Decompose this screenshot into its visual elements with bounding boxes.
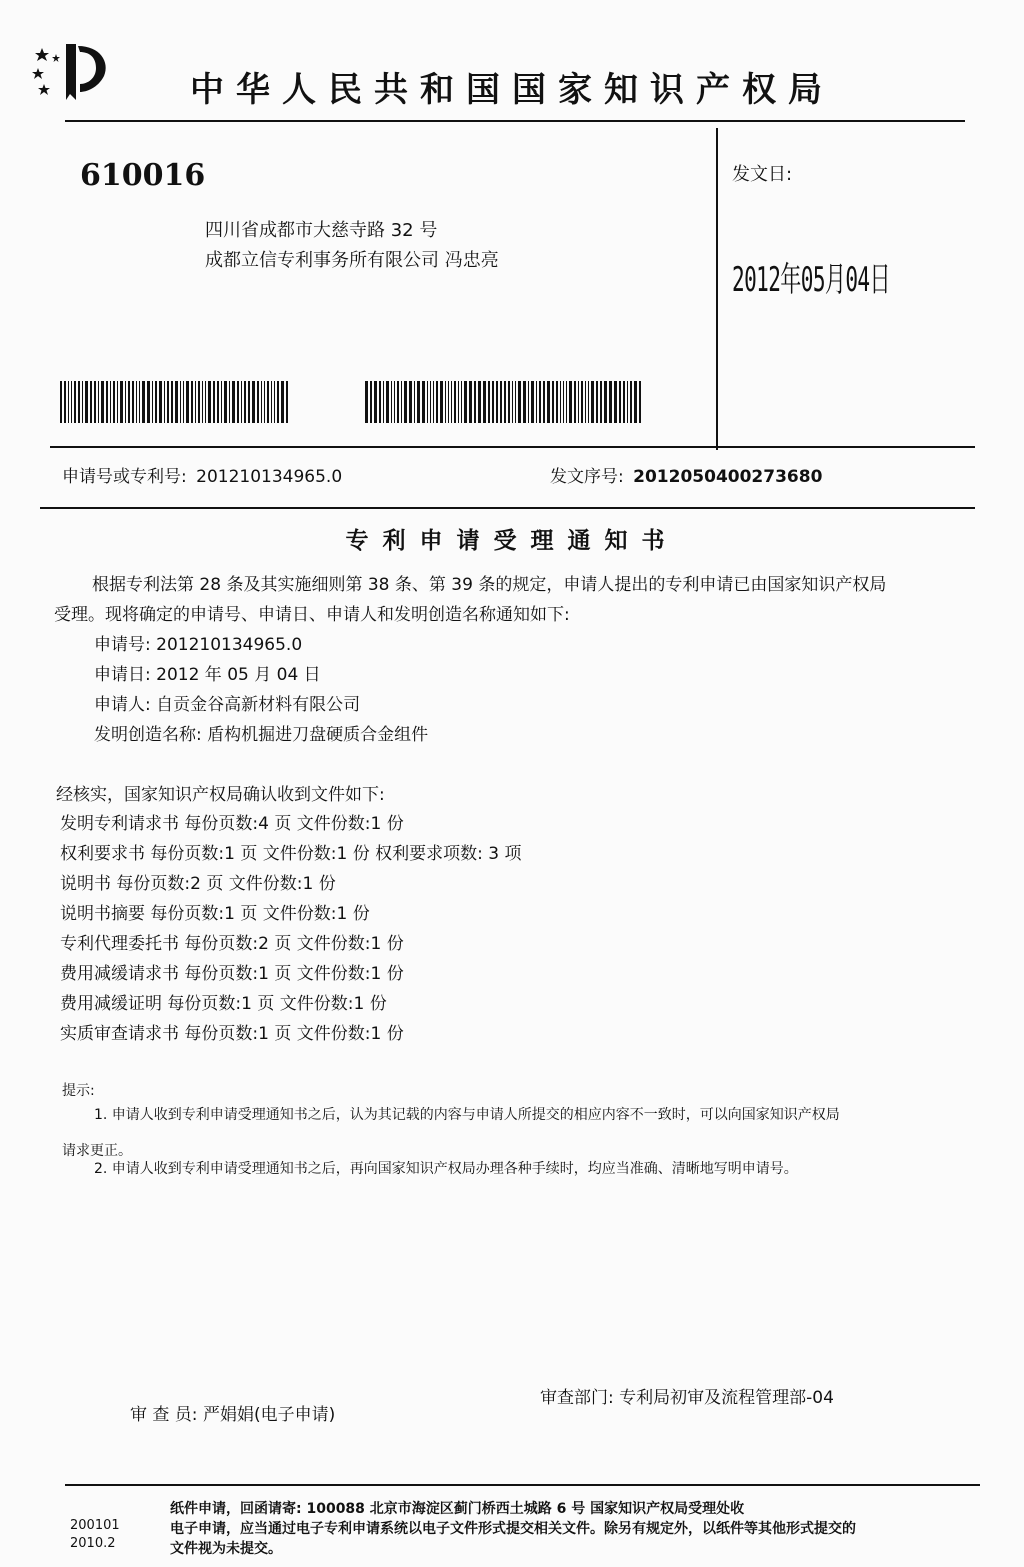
barcode-bar [78,381,80,423]
barcode-bar [409,381,412,423]
barcode-bar [274,381,275,423]
application-number-row [62,462,342,487]
barcode-bar [264,381,265,423]
barcode-bar [159,381,162,423]
date-column-divider [716,128,718,450]
barcode-bar [427,381,428,423]
barcode-bar [454,381,456,423]
barcode-bar [175,381,178,423]
barcode-bar [591,381,594,423]
intro-line-2: 受理。现将确定的申请号、申请日、申请人和发明创造名称通知如下: [54,605,570,625]
barcode-bar [623,381,625,423]
barcode-bar [433,381,434,423]
barcode-bar [198,381,200,423]
barcode-bar [365,381,368,423]
received-file-item: 费用减缓请求书 每份页数:1 页 文件份数:1 份 [60,964,404,984]
barcode-bar [221,381,222,423]
barcode-bar [205,381,206,423]
barcode-bar [448,381,449,423]
received-file-item: 专利代理委托书 每份页数:2 页 文件份数:1 份 [60,934,404,954]
barcode-bar [394,381,395,423]
barcode-bar [113,381,115,423]
barcode-bar [547,381,550,423]
barcode-bar [90,381,92,423]
barcode-bar [237,381,239,423]
recipient-address: 四川省成都市大慈寺路 32 号 [205,220,438,241]
barcode-bar [213,381,215,423]
barcode-bar [483,381,486,423]
footer-line-1: 纸件申请，回函请寄: 100088 北京市海淀区蓟门桥西土城路 6 号 国家知识产权局受理处收 [170,1501,745,1517]
barcode-bar [68,381,69,423]
barcode-bar [552,381,554,423]
footer-line-2: 电子申请，应当通过电子专利申请系统以电子文件形式提交相关文件。除另有规定外，以纸件等其他形式提交的 [170,1521,856,1537]
application-number-label: 申请号或专利号: [62,467,187,487]
barcode-bar [581,381,583,423]
barcode-bar [229,381,230,423]
barcode-bar [436,381,438,423]
barcode-bar [523,381,526,423]
barcode-bar [186,381,189,423]
barcode-bar [208,381,211,423]
barcode-bar [578,381,579,423]
barcode-bar [125,381,126,423]
barcode-bar [488,381,490,423]
barcode-bar [195,381,196,423]
barcode-bar [117,381,118,423]
barcode-bar [120,381,123,423]
recipient-name: 成都立信专利事务所有限公司 冯忠亮 [205,250,499,271]
barcode-bar [539,381,541,423]
detail-filing-date: 申请日: 2012 年 05 月 04 日 [94,665,321,685]
sipo-logo-icon [30,34,114,108]
barcode-bar [94,381,96,423]
form-version: 2010.2 [70,1536,116,1551]
received-file-item: 权利要求书 每份页数:1 页 文件份数:1 份 权利要求项数: 3 项 [60,844,522,864]
barcode-bar [560,381,561,423]
issue-date-stamp: 2012年05月04日 [732,260,890,300]
received-file-item: 实质审查请求书 每份页数:1 页 文件份数:1 份 [60,1024,404,1044]
barcode-bar [271,381,272,423]
note-1-line-1: 1. 申请人收到专利申请受理通知书之后，认为其记载的内容与申请人所提交的相应内容不一致时，可以向国家知识产权局 [94,1107,840,1123]
barcode-bar [142,381,145,423]
barcode-bar [478,381,481,423]
barcode-bar [98,381,99,423]
serial-number-label: 发文序号: [550,467,624,487]
barcode-bar [515,381,516,423]
barcode-bar [232,381,235,423]
barcode-bar [379,381,381,423]
barcode-bar [469,381,472,423]
barcode-bar [261,381,262,423]
barcode-bar [191,381,193,423]
note-2: 2. 申请人收到专利申请受理通知书之后，再向国家知识产权局办理各种手续时，均应当准确、清晰地写明申请号。 [94,1161,798,1177]
examiner-line: 审 查 员: 严娟娟(电子申请) [130,1405,336,1425]
barcode-bar [60,381,62,423]
barcode-bar [397,381,399,423]
barcode-bar [634,381,637,423]
barcode-bar [604,381,607,423]
barcode-bar [445,381,446,423]
barcode-bar [267,381,269,423]
department-line: 审查部门: 专利局初审及流程管理部-04 [540,1388,834,1408]
barcode-bar [430,381,431,423]
barcode-bar [139,381,140,423]
header-rule [65,120,965,122]
barcode-bar [281,381,284,423]
barcode-bar [164,381,165,423]
barcode-bar [386,381,389,423]
barcode-bar [563,381,564,423]
barcode-bar [252,381,255,423]
barcode-bar [224,381,227,423]
reference-row-bottom-rule [40,507,975,509]
barcode-bar [630,381,632,423]
barcode-bar [155,381,157,423]
barcode-right [365,381,663,423]
barcode-bar [277,381,279,423]
address-block-bottom-rule [50,446,975,448]
barcode-bar [101,381,104,423]
barcode-bar [370,381,372,423]
barcode-bar [171,381,173,423]
barcode-bar [639,381,641,423]
barcode-bar [217,381,219,423]
barcode-bar [474,381,476,423]
barcode-bar [596,381,598,423]
barcode-bar [512,381,513,423]
barcode-bar [383,381,384,423]
barcode-bar [241,381,242,423]
barcode-bar [536,381,537,423]
barcode-bar [136,381,137,423]
barcode-bar [464,381,467,423]
document-title: 专利申请受理通知书 [345,528,679,554]
detail-invention-title: 发明创造名称: 盾构机掘进刀盘硬质合金组件 [94,725,429,745]
issuing-office-name: 中华人民共和国国家知识产权局 [190,70,834,110]
barcode-bar [531,381,534,423]
barcode-bar [128,381,130,423]
intro-line-1: 根据专利法第 28 条及其实施细则第 38 条、第 39 条的规定，申请人提出的专利申请已由国家知识产权局 [92,575,887,595]
barcode-bar [496,381,498,423]
barcode-bar [132,381,134,423]
barcode-bar [627,381,628,423]
barcode-bar [574,381,576,423]
footer-line-3: 文件视为未提交。 [170,1541,282,1557]
barcode-bar [110,381,111,423]
barcode-bar [244,381,246,423]
barcode-bar [543,381,545,423]
barcode-bar [167,381,169,423]
barcode-bar [404,381,407,423]
barcode-bar [85,381,88,423]
barcode-bar [504,381,506,423]
note-1-line-2: 请求更正。 [62,1143,132,1159]
barcode-bar [528,381,529,423]
barcode-bar [619,381,621,423]
received-files-intro: 经核实，国家知识产权局确认收到文件如下: [56,785,385,805]
barcode-bar [286,381,288,423]
issue-date-label: 发文日: [732,164,793,185]
barcode-bar [74,381,76,423]
barcode-bar [152,381,153,423]
application-number-value: 201210134965.0 [196,467,343,487]
barcode-bar [71,381,72,423]
barcode-bar [183,381,184,423]
barcode-bar [180,381,181,423]
serial-number-value: 2012050400273680 [633,467,823,487]
barcode-bar [374,381,377,423]
barcode-bar [248,381,250,423]
received-file-item: 发明专利请求书 每份页数:4 页 文件份数:1 份 [60,814,404,834]
form-code: 200101 [70,1518,120,1533]
detail-applicant: 申请人: 自贡金谷高新材料有限公司 [94,695,361,715]
barcode-bar [492,381,494,423]
barcode-bar [417,381,420,423]
detail-application-number: 申请号: 201210134965.0 [94,635,303,655]
barcode-left [60,381,312,423]
barcode-bar [64,381,66,423]
barcode-bar [461,381,462,423]
barcode-bar [401,381,402,423]
barcode-bar [556,381,558,423]
barcode-bar [609,381,612,423]
barcode-bar [391,381,392,423]
barcode-bar [588,381,589,423]
barcode-bar [440,381,443,423]
barcode-bar [451,381,452,423]
barcode-bar [614,381,617,423]
notes-heading: 提示: [62,1083,95,1099]
barcode-bar [458,381,459,423]
barcode-bar [147,381,150,423]
barcode-bar [202,381,203,423]
barcode-bar [508,381,510,423]
received-file-item: 说明书 每份页数:2 页 文件份数:1 份 [60,874,336,894]
barcode-bar [257,381,259,423]
barcode-bar [600,381,602,423]
postcode: 610016 [80,158,206,193]
barcode-bar [82,381,83,423]
barcode-bar [585,381,586,423]
barcode-bar [500,381,502,423]
serial-number-row [550,462,822,487]
barcode-bar [106,381,108,423]
footer-rule [65,1484,980,1486]
received-file-item: 说明书摘要 每份页数:1 页 文件份数:1 份 [60,904,370,924]
barcode-bar [566,381,567,423]
barcode-bar [569,381,572,423]
received-file-item: 费用减缓证明 每份页数:1 页 文件份数:1 份 [60,994,387,1014]
barcode-bar [414,381,415,423]
barcode-bar [518,381,521,423]
barcode-bar [422,381,425,423]
